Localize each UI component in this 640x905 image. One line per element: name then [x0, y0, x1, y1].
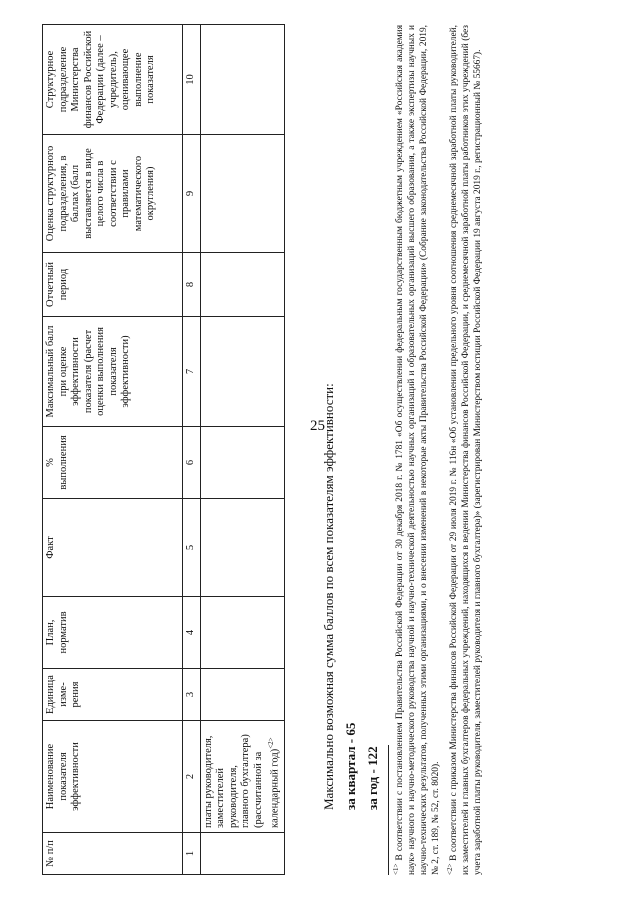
header-department: Структурное подразделение Министерства финансов Российской Федерации (далее – учредитель), оценивающее выполнение показателя [43, 25, 183, 135]
header-percent: % выполнения [43, 427, 183, 499]
header-indicator-name: Наименование показателя эффективности [43, 721, 183, 833]
page-number: 25 [310, 418, 325, 434]
row-plan [200, 597, 285, 669]
row-department [200, 25, 285, 135]
footnote [390, 25, 442, 875]
row-period [200, 253, 285, 317]
column-number: 1 [183, 833, 201, 875]
column-number: 5 [183, 499, 201, 597]
row-fact [200, 499, 285, 597]
column-number: 8 [183, 253, 201, 317]
column-number: 6 [183, 427, 201, 499]
footnote-mark: <1> [392, 863, 400, 875]
row-number [200, 833, 285, 875]
row-max-score [200, 317, 285, 427]
header-score: Оценка структурного подразделения, в баллах (балл выставляется в виде целого числа в соответствии с правилами математического округления) [43, 135, 183, 253]
table-row [200, 25, 285, 875]
footnote-text: В соответствии с приказом Министерства финансов Российской Федерации от 29 июля 2019 г. № 116н «Об установлении предельного уровня соотношения среднемесячной заработной платы руководителей, их заместителей и главных бухгалтеров федеральных учреждений, находящихся в ведении Министерства финансов Российской Федерации, и среднемесячной заработной платы работников этих учреждений (без учета заработной платы руководителя, заместителей руководителя и главного бухгалтера)» (зарегистрирован Министерством юстиции Российской Федерации 19 августа 2019 г., регистрационный № 55667). [449, 24, 484, 875]
header-unit: Единица изме-рения [43, 669, 183, 721]
column-number: 4 [183, 597, 201, 669]
column-number-row [183, 25, 201, 875]
summary-intro: Максимально возможная сумма баллов по всем показателям эффективности: [321, 383, 336, 810]
footnote-divider [388, 745, 389, 875]
footnote-text: В соответствии с постановлением Правительства Российской Федерации от 30 декабря 2018 г. № 1781 «Об осуществлении федеральным государственным бюджетным учреждением «Российская академия наук» научного и научно-методического руководства научной и научно-технической деятельностью научных организаций и образовательных организаций высшего образования, а также экспертизы научных и научно-технических результатов, полученных этими организациями, и о внесении изменений в некоторые акты Правительства Российской Федерации» (Собрание законодательства Российской Федерации, 2019, № 2, ст. 189, № 52, ст. 8020). [395, 24, 442, 875]
header-max-score: Максимальный балл при оценке эффективности показателя (расчет оценки выполнения показателя эффективности) [43, 317, 183, 427]
row-indicator-name [200, 721, 285, 833]
column-number: 7 [183, 317, 201, 427]
column-number: 2 [183, 721, 201, 833]
header-period: Отчетный период [43, 253, 183, 317]
column-number: 3 [183, 669, 201, 721]
table-header-row [43, 25, 183, 875]
row-unit [200, 669, 285, 721]
row-percent [200, 427, 285, 499]
row-indicator-text: платы руководителя, заместителей руководителя, главного бухгалтера) (рассчитанной за календарный год) [202, 734, 281, 828]
column-number: 9 [183, 135, 201, 253]
summary-quarter: за квартал - 65 [343, 722, 358, 810]
summary-year: за год - 122 [365, 746, 380, 810]
footnote [444, 25, 484, 875]
footnotes [390, 25, 486, 875]
column-number: 10 [183, 25, 201, 135]
efficiency-table [42, 24, 285, 875]
header-plan: План, норматив [43, 597, 183, 669]
footnote-mark: <2> [446, 863, 455, 875]
max-score-summary [318, 383, 384, 810]
header-fact: Факт [43, 499, 183, 597]
row-score [200, 135, 285, 253]
header-number: № п/п [43, 833, 183, 875]
footnote-ref: <2> [267, 737, 275, 749]
